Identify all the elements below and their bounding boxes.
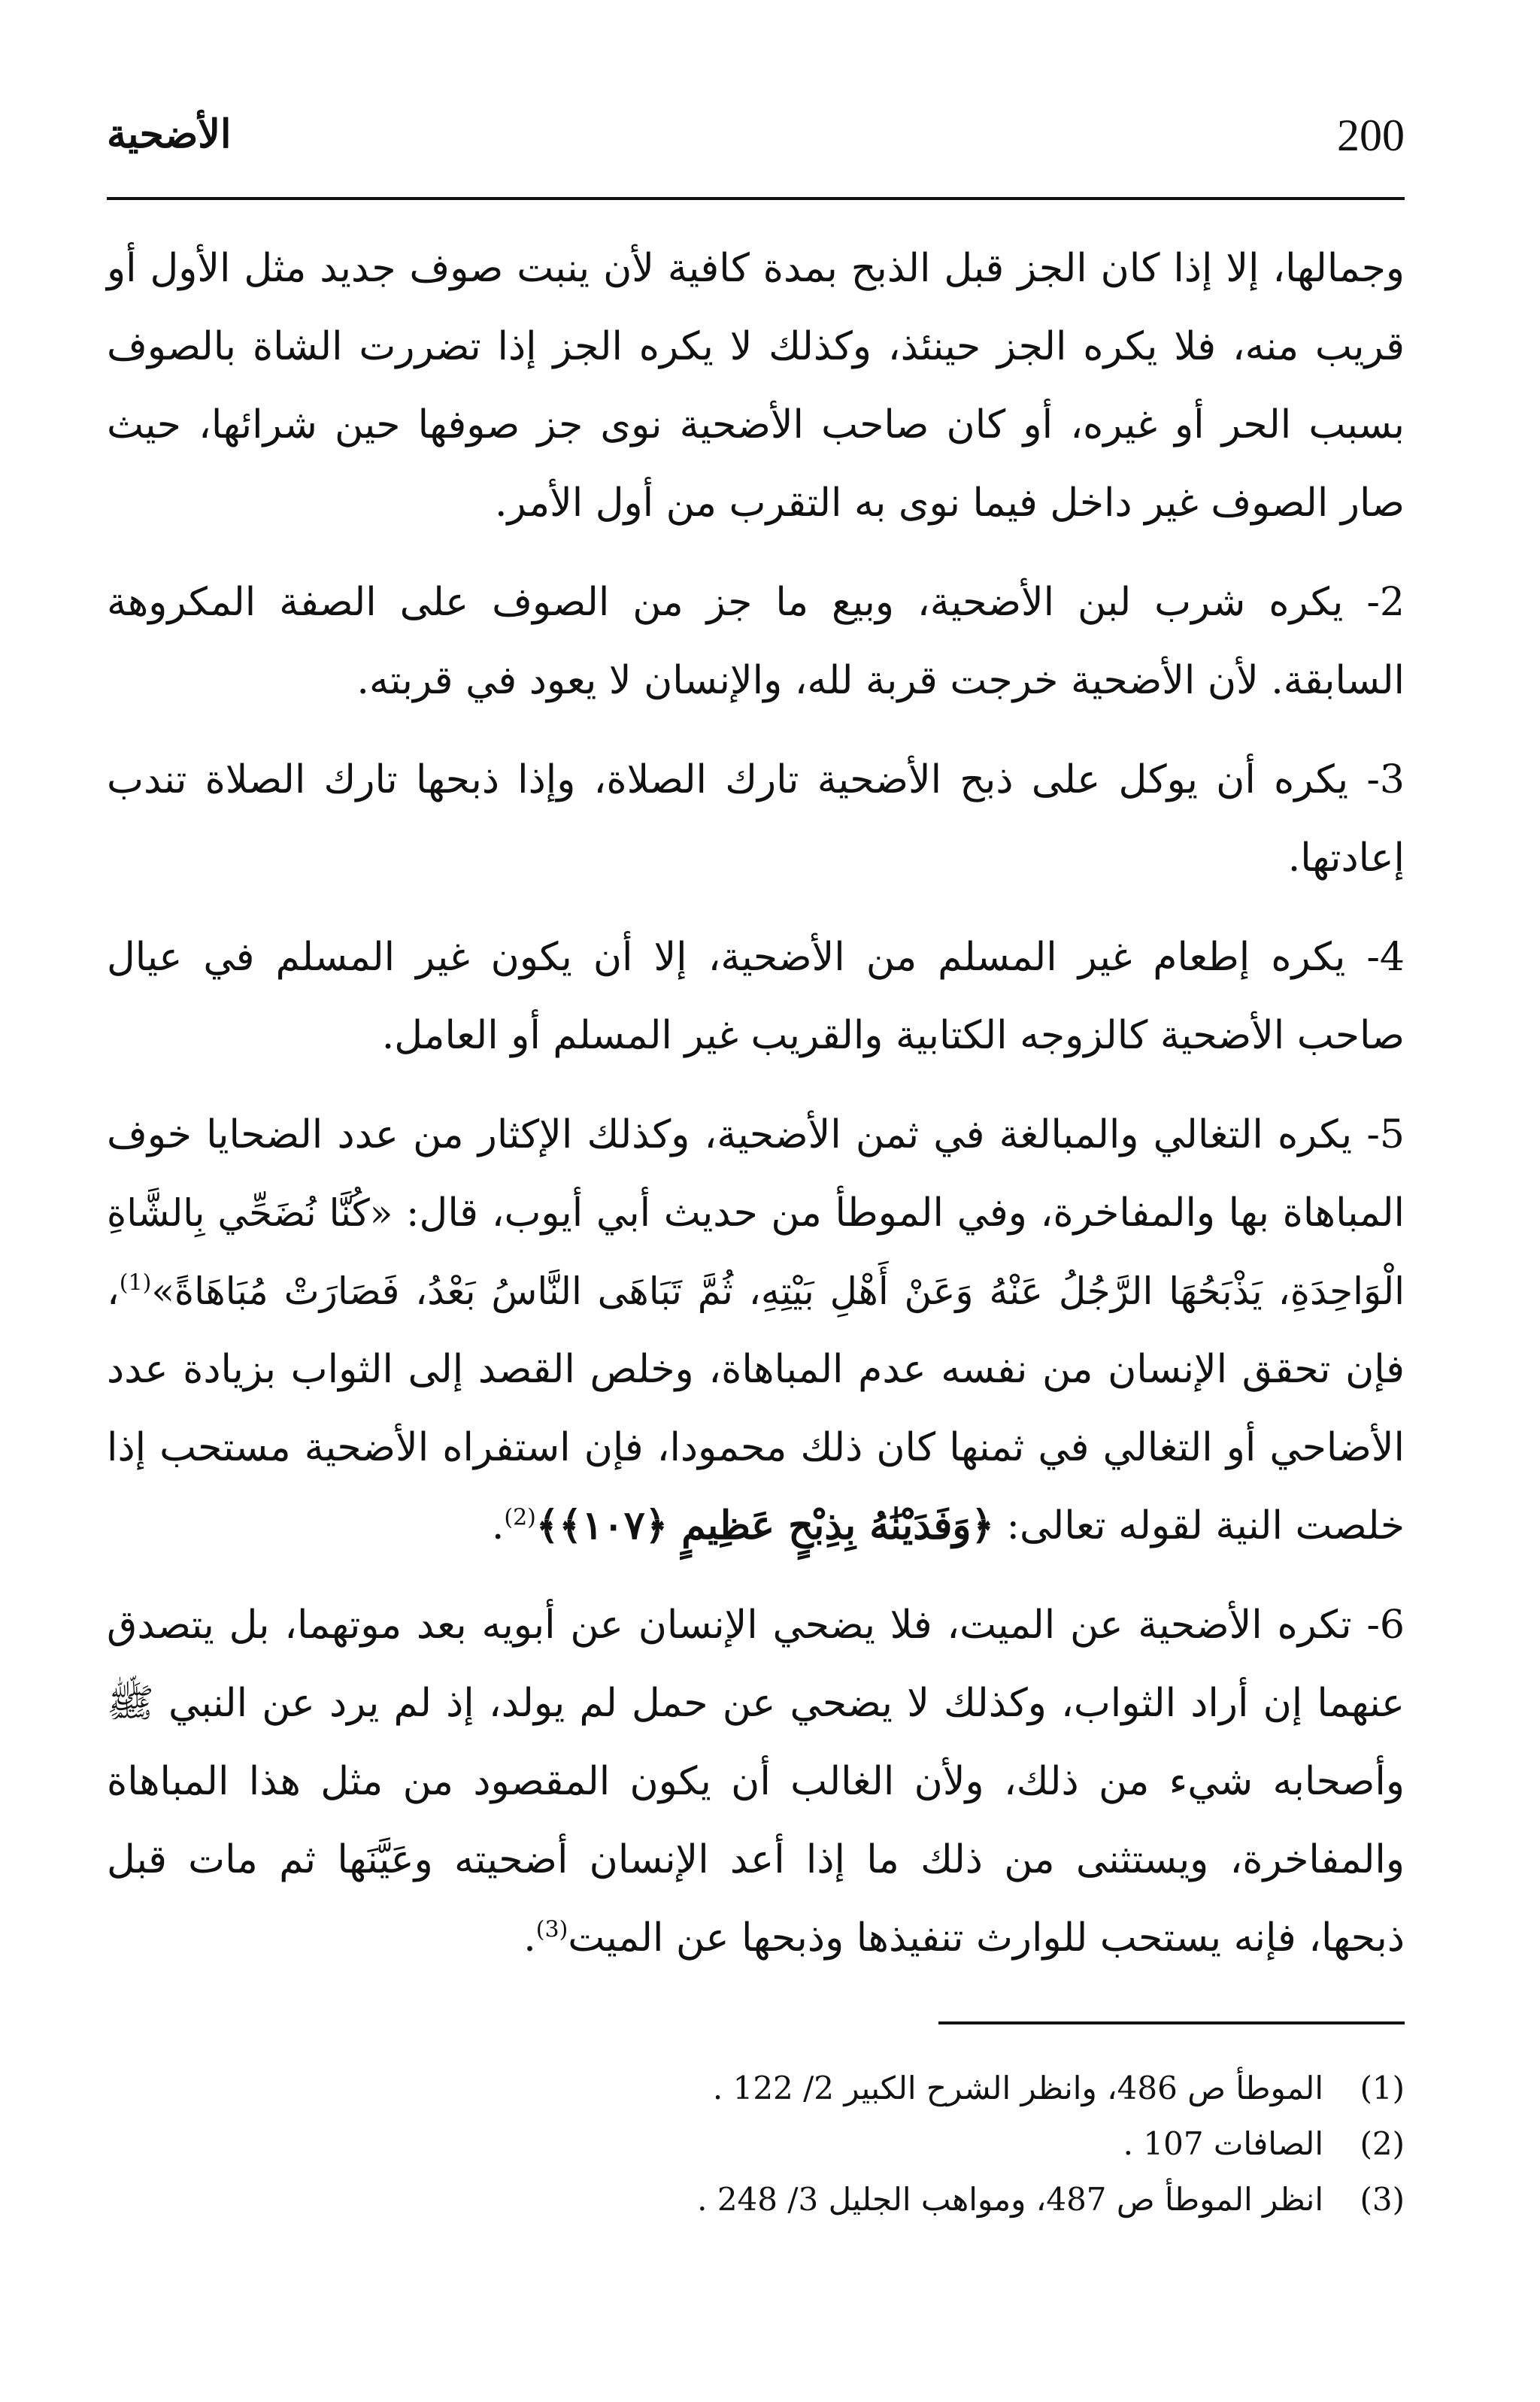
footnote-text: انظر الموطأ ص 487، ومواهب الجليل 3/ 248 . — [697, 2181, 1323, 2218]
paragraph-3: 3- يكره أن يوكل على ذبح الأضحية تارك الصلاة، وإذا ذبحها تارك الصلاة تندب إعادتها. — [107, 757, 1405, 881]
paragraph-6 — [107, 1586, 1405, 1977]
paragraph-6-end: . — [523, 1915, 536, 1961]
paragraph-6-text: 6- تكره الأضحية عن الميت، فلا يضحي الإنسان عن أبويه بعد موتهما، بل يتصدق عنهما إن أراد الثواب، وكذلك لا يضحي عن حمل لم يولد، إذ لم يرد عن النبي ﷺ وأصحابه شيء من ذلك، ولأن الغالب أن يكون المقصود من مثل هذا المباهاة والمفاخرة، ويستثنى من ذلك ما إذا أعد الإنسان أضحيته وعَيَّنَها ثم مات قبل ذبحها، فإنه يستحب للوارث تنفيذها وذبحها عن الميت — [107, 1603, 1405, 1961]
footnote-text: الموطأ ص 486، وانظر الشرح الكبير 2/ 122 . — [712, 2070, 1323, 2106]
footnote-number: (2) — [1360, 2125, 1405, 2162]
main-text — [107, 229, 1405, 1998]
page-number: 200 — [1337, 111, 1405, 160]
paragraph-1: وجمالها، إلا إذا كان الجز قبل الذبح بمدة كافية لأن ينبت صوف جديد مثل الأول أو قريب منه، فلا يكره الجز حينئذ، وكذلك لا يكره الجز إذا تضررت الشاة بالصوف بسبب الحر أو غيره، أو كان صاحب الأضحية نوى جز صوفها حين شرائها، حيث صار الصوف غير داخل فيما نوى به التقرب من أول الأمر. — [107, 246, 1405, 526]
page-header — [107, 113, 1405, 188]
footnote-number: (1) — [1360, 2070, 1405, 2106]
footnote-ref-1[interactable]: (1) — [119, 1269, 152, 1297]
footnote-2 — [107, 2116, 1405, 2172]
paragraph-5-text-b: ، فإن تحقق الإنسان من نفسه عدم المباهاة، وخلص القصد إلى الثواب بزيادة عدد الأضاحي أو التغالي في ثمنها كان ذلك محمودا، فإن استفراه الأضحية مستحب إذا خلصت النية لقوله تعالى: — [107, 1269, 1405, 1548]
hadith-quote: «كُنَّا نُضَحِّي بِالشَّاةِ الْوَاحِدَةِ، يَذْبَحُهَا الرَّجُلُ عَنْهُ وَعَنْ أَهْلِ بَيْتِهِ، ثُمَّ تَبَاهَى النَّاسُ بَعْدُ، فَصَارَتْ مُبَاهَاةً» — [107, 1191, 1405, 1313]
paragraph-5-end: . — [491, 1503, 505, 1548]
footnote-ref-3[interactable]: (3) — [535, 1916, 568, 1943]
footnote-text: الصافات 107 . — [1123, 2125, 1323, 2162]
footnote-divider — [938, 2021, 1405, 2024]
footnote-number: (3) — [1360, 2181, 1405, 2218]
paragraph-2: 2- يكره شرب لبن الأضحية، وبيع ما جز من الصوف على الصفة المكروهة السابقة. لأن الأضحية خرجت قربة لله، والإنسان لا يعود في قربته. — [107, 580, 1405, 703]
paragraph-5 — [107, 1096, 1405, 1565]
footnote-ref-2[interactable]: (2) — [504, 1504, 536, 1531]
paragraph-5-text-a: 5- يكره التغالي والمبالغة في ثمن الأضحية، وكذلك الإكثار من عدد الضحايا خوف المباهاة بها والمفاخرة، وفي الموطأ من حديث أبي أيوب، قال: — [107, 1112, 1405, 1236]
paragraph-4: 4- يكره إطعام غير المسلم من الأضحية، إلا أن يكون غير المسلم في عيال صاحب الأضحية كالزوجه الكتابية والقريب غير المسلم أو العامل. — [107, 935, 1405, 1058]
running-title: الأضحية — [107, 111, 232, 157]
footnote-1 — [107, 2061, 1405, 2116]
quran-verse: ﴿وَفَدَيْنَٰهُ بِذِبْحٍ عَظِيمٍ ﴿١٠٧﴾﴾ — [535, 1503, 994, 1548]
header-divider — [107, 197, 1405, 200]
footnotes — [107, 2061, 1405, 2228]
footnote-3 — [107, 2172, 1405, 2228]
